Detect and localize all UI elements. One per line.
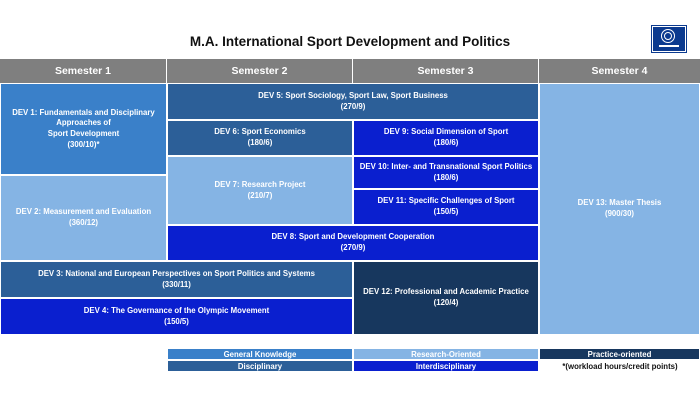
semester-1-header: Semester 1 (0, 59, 167, 83)
module-dev4 (0, 298, 353, 335)
module-dev7 (167, 156, 353, 225)
legend-interdisciplinary: Interdisciplinary (353, 360, 539, 372)
semester-4-header: Semester 4 (539, 59, 700, 83)
module-dev9 (353, 120, 539, 156)
module-dev7-name: DEV 7: Research Project (214, 179, 306, 189)
module-dev2 (0, 175, 167, 261)
module-dev4-workload: (150/5) (164, 316, 189, 326)
module-dev9-workload: (180/6) (433, 138, 459, 147)
module-dev10 (353, 156, 539, 189)
module-dev10-workload: (180/6) (433, 172, 459, 182)
module-dev7-workload: (210/7) (247, 190, 273, 200)
module-dev5 (167, 83, 539, 120)
legend-disciplinary: Disciplinary (167, 360, 353, 372)
module-dev11-workload: (150/5) (433, 207, 459, 216)
module-dev13 (539, 83, 700, 335)
module-dev2-workload: (360/12) (68, 218, 99, 227)
module-dev4-name: DEV 4: The Governance of the Olympic Movement (83, 305, 270, 315)
module-dev12 (353, 261, 539, 335)
module-dev8 (167, 225, 539, 261)
module-dev5-name: DEV 5: Sport Sociology, Sport Law, Sport Business (258, 90, 448, 100)
module-dev11-name: DEV 11: Specific Challenges of Sport (377, 196, 515, 206)
module-dev1-line-2: Approaches of (56, 118, 111, 128)
legend-footnote: *(workload hours/credit points) (562, 361, 678, 371)
legend-practice-oriented: Practice-oriented (539, 348, 700, 360)
module-dev1-line-3: Sport Development (47, 129, 120, 138)
module-dev11 (353, 189, 539, 225)
module-dev1 (0, 83, 167, 175)
university-seal-icon (652, 26, 686, 52)
module-dev13-workload: (900/30) (604, 209, 635, 218)
module-dev10-name: DEV 10: Inter- and Transnational Sport Politics (359, 161, 533, 171)
module-dev6 (167, 120, 353, 156)
semester-3-header: Semester 3 (353, 59, 539, 83)
module-dev9-name: DEV 9: Social Dimension of Sport (383, 127, 509, 137)
module-dev8-workload: (270/9) (340, 243, 366, 252)
module-dev3-name: DEV 3: National and European Perspectives on Sport Politics and Systems (38, 268, 315, 278)
module-dev12-workload: (120/4) (433, 298, 459, 307)
module-dev3 (0, 261, 353, 298)
module-dev1-workload: (300/10)* (67, 139, 100, 149)
module-dev12-name: DEV 12: Professional and Academic Practice (363, 287, 529, 297)
module-dev8-name: DEV 8: Sport and Development Cooperation (271, 232, 435, 242)
legend-general-knowledge: General Knowledge (167, 348, 353, 360)
page-title: M.A. International Sport Development and Politics (189, 34, 511, 49)
module-dev5-workload: (270/9) (340, 101, 366, 111)
semester-2-header: Semester 2 (167, 59, 353, 83)
module-dev2-name: DEV 2: Measurement and Evaluation (15, 207, 152, 217)
module-dev6-name: DEV 6: Sport Economics (214, 127, 306, 137)
module-dev13-name: DEV 13: Master Thesis (577, 198, 662, 208)
module-dev3-workload: (330/11) (162, 279, 191, 289)
module-dev6-workload: (180/6) (247, 138, 273, 147)
legend-research-oriented: Research-Oriented (353, 348, 539, 360)
module-dev1-line-1: DEV 1: Fundamentals and Disciplinary (12, 107, 155, 117)
